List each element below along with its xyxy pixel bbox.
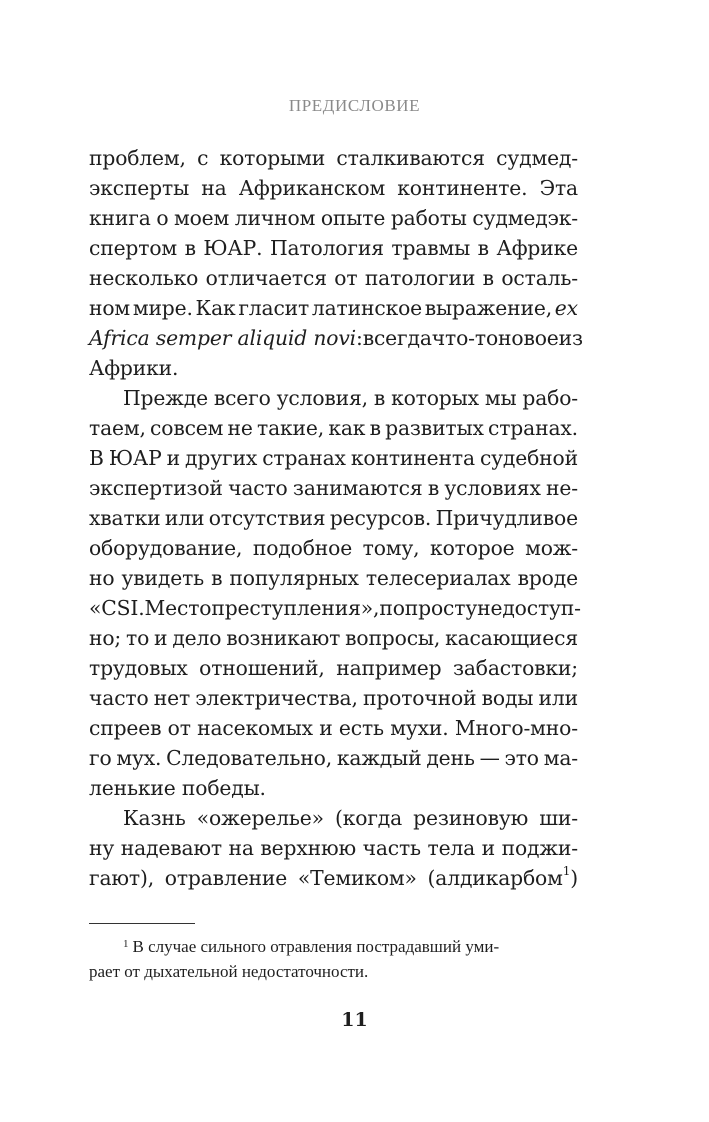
text-line	[89, 713, 578, 743]
word: вроде	[517, 566, 578, 590]
word: ленькие	[89, 776, 176, 800]
word: недоступ-	[477, 596, 581, 620]
word: победы.	[181, 776, 266, 800]
word: Прежде	[123, 386, 208, 410]
word: мухи.	[390, 716, 449, 740]
word: —	[479, 746, 500, 770]
text-line	[89, 143, 578, 173]
text-line	[89, 473, 578, 503]
word: день	[426, 746, 475, 770]
word: с	[197, 146, 209, 170]
word: часто	[89, 686, 149, 710]
word: увидеть	[121, 566, 205, 590]
text-line	[89, 833, 578, 863]
word: странах.	[488, 416, 578, 440]
text-line	[89, 203, 578, 233]
text-line	[89, 263, 578, 293]
word: Казнь	[123, 806, 186, 830]
word: проточной	[362, 686, 477, 710]
footnote-text: В случае сильного отравления пострадавший уми-	[132, 937, 500, 956]
text-line	[89, 533, 578, 563]
word: часть	[362, 836, 421, 860]
word: совсем	[150, 416, 224, 440]
word: или	[164, 506, 205, 530]
word: других	[185, 446, 258, 470]
word: нет	[153, 686, 191, 710]
word: странах	[262, 446, 346, 470]
footnote-line	[89, 934, 578, 959]
word: выражение,	[424, 296, 553, 320]
word: воды	[481, 686, 534, 710]
word: условия,	[276, 386, 368, 410]
word	[428, 863, 578, 893]
word: рабо-	[522, 386, 578, 410]
word: трудовых	[89, 656, 188, 680]
word: забастовки;	[452, 656, 578, 680]
paragraph	[89, 383, 581, 803]
word: мож-	[525, 536, 578, 560]
word: но;	[89, 626, 122, 650]
word: Следовательно,	[166, 746, 333, 770]
word: всего	[213, 386, 271, 410]
word: мух.	[116, 746, 162, 770]
word: попросту	[379, 596, 478, 620]
word: в	[482, 266, 494, 290]
footnote-ref: 1	[562, 864, 571, 879]
paragraph	[89, 143, 583, 383]
word: личном	[234, 206, 316, 230]
word: несколько	[89, 266, 199, 290]
word: из	[558, 326, 583, 350]
word: отравление	[164, 866, 288, 890]
word: Эта	[539, 176, 578, 200]
word: «Темиком»	[297, 866, 417, 890]
word: развитых	[385, 416, 484, 440]
word: работы	[390, 206, 467, 230]
word: которых	[391, 386, 479, 410]
word: травмы	[391, 236, 471, 260]
word: Африки.	[89, 356, 179, 380]
word: такие,	[257, 416, 325, 440]
word: ши-	[539, 806, 578, 830]
word: (когда	[334, 806, 403, 830]
word: спертом	[89, 236, 178, 260]
word: ма-	[543, 746, 578, 770]
word: например	[336, 656, 442, 680]
word: возникают	[226, 626, 341, 650]
word: осталь-	[501, 266, 578, 290]
word: и	[319, 716, 333, 740]
word: вопросы,	[345, 626, 441, 650]
text-line	[89, 803, 578, 833]
text-line	[89, 863, 578, 893]
word: континента	[350, 446, 475, 470]
punctuation: )	[570, 866, 578, 890]
word: электричества,	[195, 686, 358, 710]
text-line	[89, 233, 578, 263]
word: всегда	[362, 326, 432, 350]
word: Причудливое	[435, 506, 578, 530]
word: но	[89, 566, 115, 590]
text-line	[89, 773, 578, 803]
text-line	[89, 323, 583, 353]
footnote-rule	[89, 923, 195, 924]
word: поджи-	[501, 836, 578, 860]
word: судебной	[479, 446, 578, 470]
word: отношений,	[199, 656, 325, 680]
word: что-то	[431, 326, 499, 350]
text-line	[89, 653, 578, 683]
word: новое	[498, 326, 559, 350]
running-head: ПРЕДИСЛОВИЕ	[288, 96, 421, 115]
word: которыми	[219, 146, 326, 170]
word: «CSI.	[89, 596, 145, 620]
text-line	[89, 293, 578, 323]
text-line	[89, 503, 578, 533]
word: на	[228, 836, 254, 860]
word: о	[156, 206, 169, 230]
word: преступления»,	[211, 596, 380, 620]
text-line	[89, 173, 578, 203]
word: патологии	[364, 266, 476, 290]
word: экспертизой	[89, 476, 223, 500]
word: в	[369, 416, 381, 440]
word: как	[328, 416, 366, 440]
word: книга	[89, 206, 151, 230]
word: моем	[174, 206, 230, 230]
footnote-mark: 1	[123, 938, 129, 950]
word: в	[184, 236, 196, 260]
text-line	[89, 353, 578, 383]
word	[555, 293, 578, 323]
word: касающиеся	[445, 626, 578, 650]
word: которое	[430, 536, 515, 560]
word: и	[481, 836, 496, 860]
word: эксперты	[89, 176, 190, 200]
footnotes	[89, 934, 578, 984]
word: надевают	[120, 836, 222, 860]
word: опыте	[320, 206, 386, 230]
word-text: (алдикарбом	[427, 866, 563, 890]
word: от	[167, 716, 191, 740]
word: Место	[144, 596, 212, 620]
word: ну	[89, 836, 115, 860]
word: это	[504, 746, 539, 770]
word	[89, 323, 363, 353]
word: дело	[172, 626, 222, 650]
paragraph	[89, 803, 578, 893]
word: верхнюю	[260, 836, 357, 860]
word: есть	[338, 716, 384, 740]
word: Африке	[496, 236, 578, 260]
word: сталкиваются	[336, 146, 485, 170]
word: насекомых	[197, 716, 313, 740]
word: гают),	[89, 866, 155, 890]
word: на	[201, 176, 227, 200]
word: от	[334, 266, 358, 290]
word: популярных	[229, 566, 359, 590]
word: ном	[89, 296, 131, 320]
text-line	[89, 683, 578, 713]
footnote-line: рает от дыхательной недостаточности.	[89, 962, 369, 981]
word: или	[538, 686, 578, 710]
word: в	[373, 386, 386, 410]
word: проблем,	[89, 146, 186, 170]
word: тела	[427, 836, 476, 860]
word: Много-мно-	[454, 716, 578, 740]
word: каждый	[336, 746, 422, 770]
page-number: 11	[341, 1009, 368, 1031]
latin-phrase: Africa semper aliquid novi	[89, 326, 356, 350]
word: не-	[546, 476, 578, 500]
text-line	[89, 413, 578, 443]
word: ресурсов.	[329, 506, 432, 530]
word: ЮАР.	[203, 236, 263, 260]
word: тому,	[362, 536, 420, 560]
word: оборудование,	[89, 536, 243, 560]
word: Африканском	[238, 176, 386, 200]
word: ЮАР	[108, 446, 162, 470]
word: занимаются	[292, 476, 423, 500]
punctuation: :	[356, 326, 363, 350]
word: то	[126, 626, 150, 650]
word: латинское	[311, 296, 423, 320]
word: отсутствия	[208, 506, 326, 530]
word: В	[89, 446, 104, 470]
word: спреев	[89, 716, 162, 740]
word: хватки	[89, 506, 161, 530]
word: часто	[228, 476, 288, 500]
word: подобное	[252, 536, 353, 560]
word: «ожерелье»	[196, 806, 324, 830]
word: условиях	[444, 476, 541, 500]
word: Как	[195, 296, 236, 320]
word: Патология	[269, 236, 384, 260]
word: судмедэк-	[472, 206, 578, 230]
word: не	[227, 416, 253, 440]
word: и	[166, 446, 180, 470]
word: мире.	[132, 296, 193, 320]
text-line	[89, 443, 578, 473]
word: мы	[484, 386, 517, 410]
word: и	[154, 626, 168, 650]
text-line	[89, 563, 578, 593]
word: телесериалах	[365, 566, 511, 590]
word: в	[427, 476, 440, 500]
text-line	[89, 383, 578, 413]
text-line	[89, 623, 578, 653]
text-line	[89, 743, 578, 773]
word: континенте.	[397, 176, 528, 200]
text-line	[89, 593, 581, 623]
word: резиновую	[413, 806, 529, 830]
word: гласит	[238, 296, 310, 320]
word: в	[477, 236, 489, 260]
word: отличается	[205, 266, 327, 290]
word: таем,	[89, 416, 146, 440]
word: судмед-	[496, 146, 578, 170]
body-text	[89, 143, 583, 893]
word: го	[89, 746, 112, 770]
word: в	[211, 566, 223, 590]
latin-phrase: ex	[554, 296, 578, 320]
